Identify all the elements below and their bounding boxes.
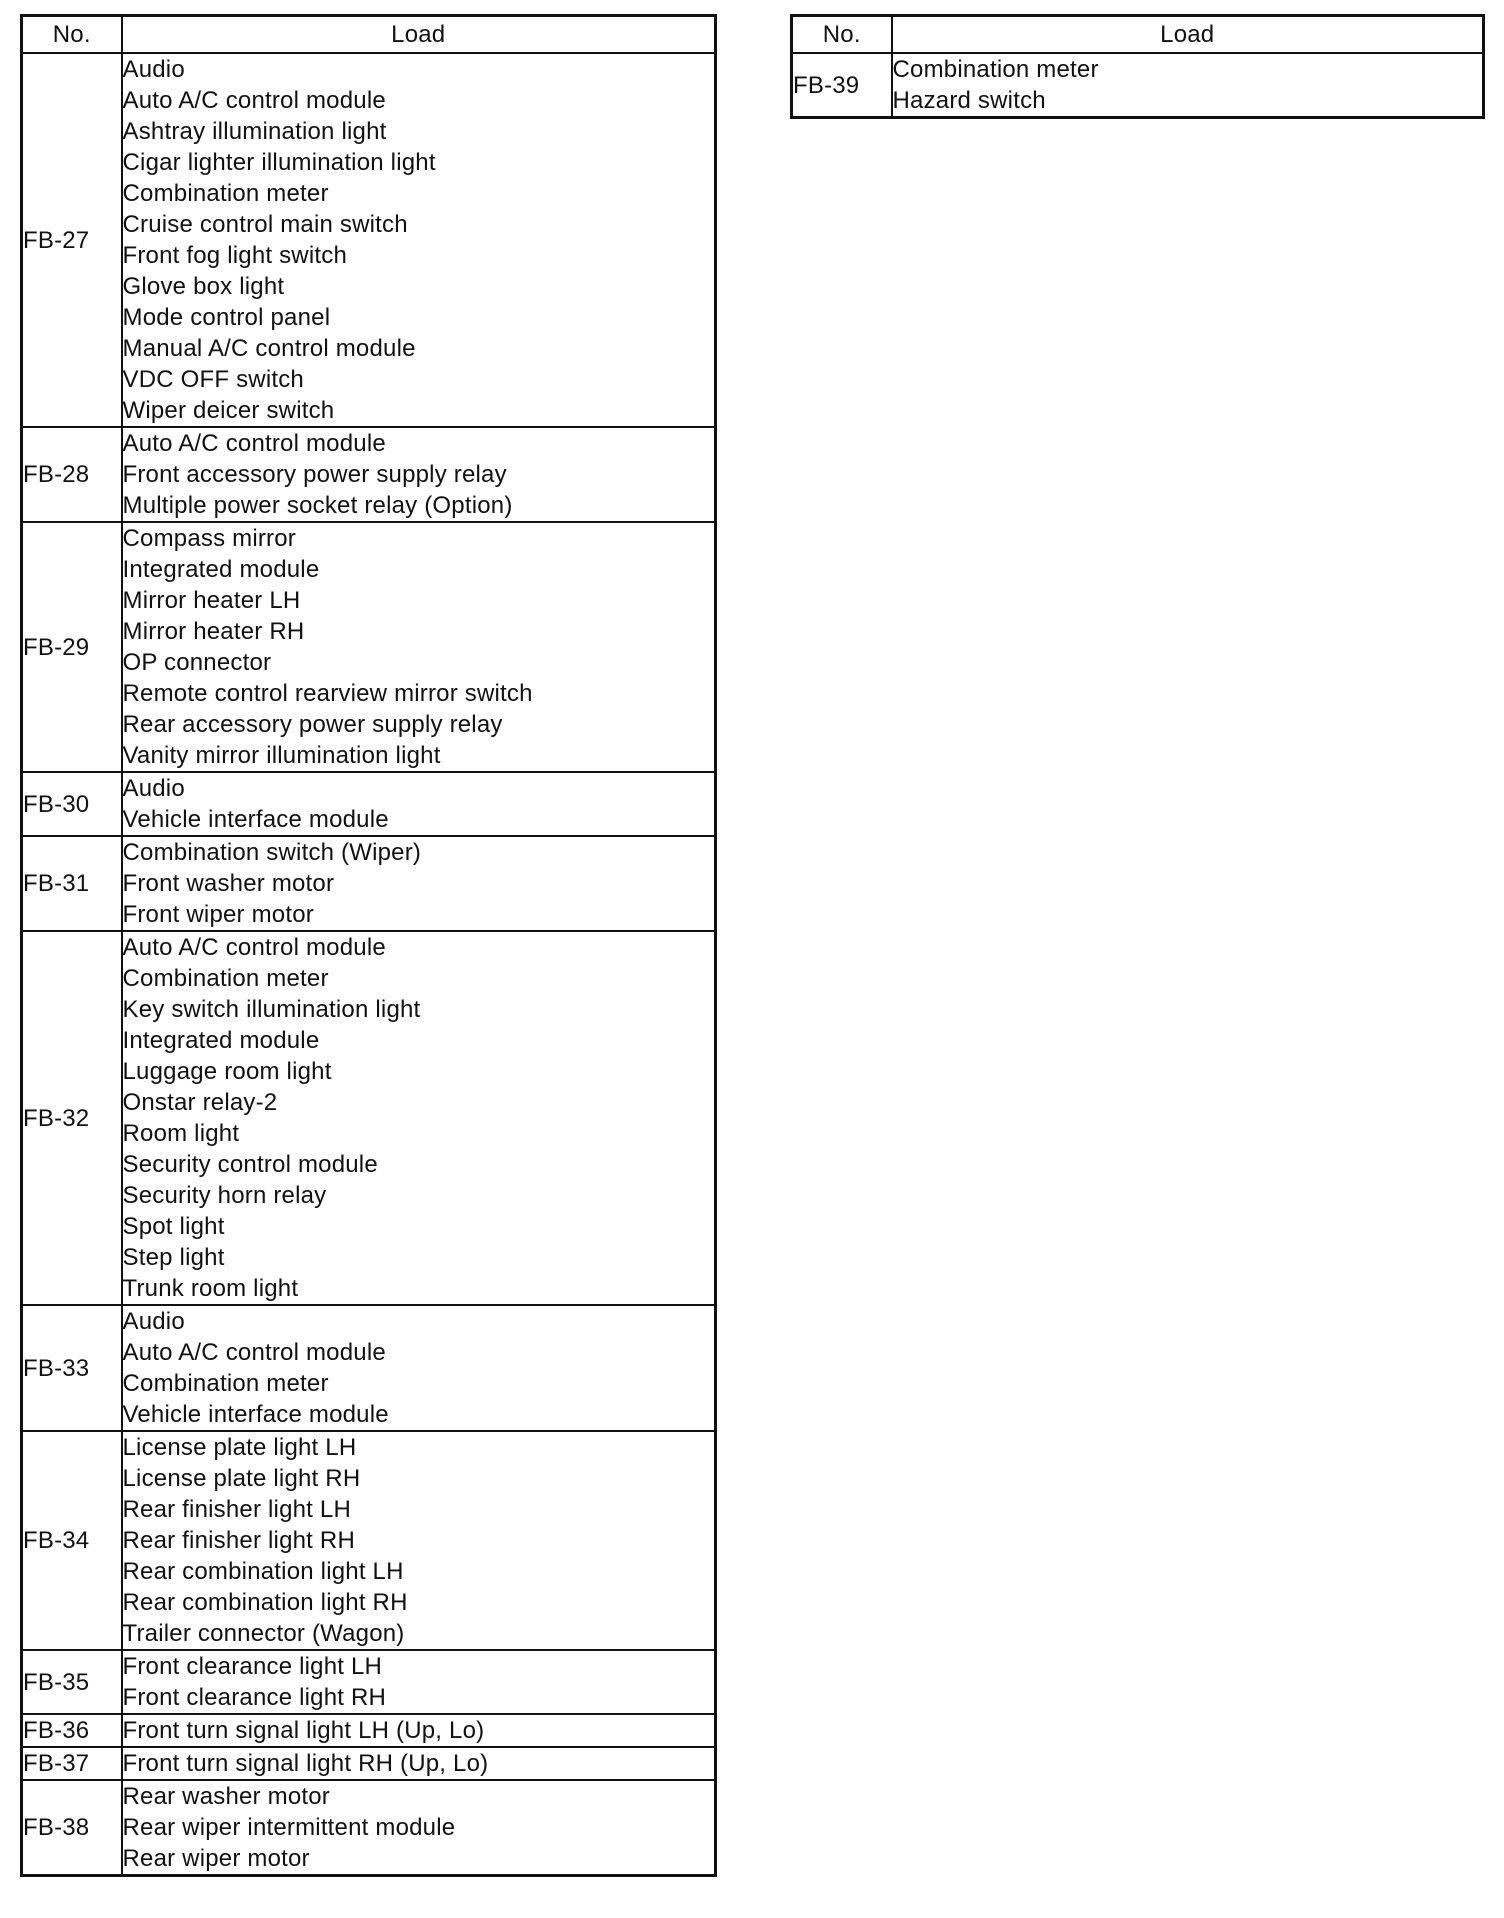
fuse-number-cell: FB-39 <box>792 53 892 118</box>
table-row <box>22 53 716 427</box>
fuse-number-cell: FB-33 <box>22 1305 122 1431</box>
load-item: Auto A/C control module <box>122 87 386 114</box>
table-body <box>22 53 716 1876</box>
fuse-number-cell: FB-29 <box>22 522 122 772</box>
load-item: Vehicle interface module <box>122 806 389 833</box>
load-list-cell <box>122 1650 716 1714</box>
table-row <box>22 1305 716 1431</box>
load-item: Audio <box>122 56 185 83</box>
load-item: Combination meter <box>122 180 329 207</box>
load-item: Front accessory power supply relay <box>122 461 507 488</box>
load-list-cell <box>122 522 716 772</box>
load-item: Remote control rearview mirror switch <box>122 680 533 707</box>
load-item: Vehicle interface module <box>122 1401 389 1428</box>
fuse-number-cell: FB-37 <box>22 1747 122 1780</box>
load-item: Hazard switch <box>892 87 1046 114</box>
column-header-no: No. <box>22 16 122 54</box>
load-item: Rear combination light RH <box>122 1589 408 1616</box>
load-item: License plate light RH <box>122 1465 361 1492</box>
fuse-number-cell: FB-31 <box>22 836 122 931</box>
table-row <box>22 1650 716 1714</box>
fuse-number-cell: FB-35 <box>22 1650 122 1714</box>
load-item: Front fog light switch <box>122 242 347 269</box>
table-row <box>792 53 1484 118</box>
table-body <box>792 53 1484 118</box>
table-header-row <box>792 16 1484 54</box>
fuse-load-table-left <box>20 14 717 1877</box>
load-item: Rear finisher light LH <box>122 1496 351 1523</box>
load-item: VDC OFF switch <box>122 366 304 393</box>
load-item: Front clearance light LH <box>122 1653 383 1680</box>
fuse-number-cell: FB-28 <box>22 427 122 522</box>
load-list-cell <box>122 53 716 427</box>
load-item: Integrated module <box>122 1027 320 1054</box>
column-header-load: Load <box>892 16 1484 54</box>
load-item: Multiple power socket relay (Option) <box>122 492 513 519</box>
load-item: Combination meter <box>122 1370 329 1397</box>
load-item: Luggage room light <box>122 1058 332 1085</box>
load-item: Rear wiper motor <box>122 1845 310 1872</box>
load-item: Auto A/C control module <box>122 934 386 961</box>
fuse-number-cell: FB-38 <box>22 1780 122 1876</box>
load-list-cell <box>122 1305 716 1431</box>
load-item: Cigar lighter illumination light <box>122 149 436 176</box>
fuse-number-cell: FB-30 <box>22 772 122 836</box>
table-row <box>22 522 716 772</box>
load-item: Auto A/C control module <box>122 1339 386 1366</box>
load-item: Key switch illumination light <box>122 996 421 1023</box>
table-row <box>22 1714 716 1747</box>
load-list-cell <box>122 1747 716 1780</box>
load-item: Rear washer motor <box>122 1783 330 1810</box>
load-item: Front washer motor <box>122 870 335 897</box>
fuse-number-cell: FB-34 <box>22 1431 122 1650</box>
load-item: Trailer connector (Wagon) <box>122 1620 405 1647</box>
load-item: Combination meter <box>892 56 1099 83</box>
load-item: Cruise control main switch <box>122 211 408 238</box>
load-item: Auto A/C control module <box>122 430 386 457</box>
load-list-cell <box>122 1780 716 1876</box>
load-item: Glove box light <box>122 273 285 300</box>
column-header-load: Load <box>122 16 716 54</box>
load-item: Combination switch (Wiper) <box>122 839 422 866</box>
load-list-cell <box>122 1714 716 1747</box>
load-item: Mirror heater LH <box>122 587 301 614</box>
load-item: OP connector <box>122 649 272 676</box>
table-row <box>22 1431 716 1650</box>
load-item: Rear finisher light RH <box>122 1527 355 1554</box>
load-item: Mirror heater RH <box>122 618 305 645</box>
load-item: Compass mirror <box>122 525 296 552</box>
load-item: Audio <box>122 1308 185 1335</box>
fuse-load-table-right <box>790 14 1485 119</box>
table-row <box>22 931 716 1305</box>
table-row <box>22 427 716 522</box>
table-row <box>22 836 716 931</box>
load-item: Onstar relay-2 <box>122 1089 278 1116</box>
load-item: Step light <box>122 1244 225 1271</box>
load-item: Front turn signal light LH (Up, Lo) <box>122 1717 485 1744</box>
load-item: License plate light LH <box>122 1434 357 1461</box>
table-row <box>22 1747 716 1780</box>
load-item: Vanity mirror illumination light <box>122 742 441 769</box>
fuse-number-cell: FB-36 <box>22 1714 122 1747</box>
fuse-number-cell: FB-32 <box>22 931 122 1305</box>
load-list-cell <box>892 53 1484 118</box>
load-item: Front turn signal light RH (Up, Lo) <box>122 1750 489 1777</box>
load-item: Combination meter <box>122 965 329 992</box>
load-item: Wiper deicer switch <box>122 397 335 424</box>
fuse-number-cell: FB-27 <box>22 53 122 427</box>
load-item: Front clearance light RH <box>122 1684 387 1711</box>
table-row <box>22 1780 716 1876</box>
load-item: Trunk room light <box>122 1275 299 1302</box>
table-row <box>22 772 716 836</box>
load-item: Room light <box>122 1120 240 1147</box>
load-list-cell <box>122 1431 716 1650</box>
load-item: Mode control panel <box>122 304 331 331</box>
column-header-no: No. <box>792 16 892 54</box>
load-item: Security horn relay <box>122 1182 327 1209</box>
load-item: Manual A/C control module <box>122 335 416 362</box>
load-item: Rear combination light LH <box>122 1558 404 1585</box>
load-list-cell <box>122 772 716 836</box>
load-list-cell <box>122 427 716 522</box>
load-list-cell <box>122 836 716 931</box>
table-header-row <box>22 16 716 54</box>
load-item: Spot light <box>122 1213 225 1240</box>
load-item: Security control module <box>122 1151 378 1178</box>
load-item: Front wiper motor <box>122 901 314 928</box>
load-list-cell <box>122 931 716 1305</box>
load-item: Ashtray illumination light <box>122 118 387 145</box>
load-item: Rear accessory power supply relay <box>122 711 503 738</box>
load-item: Integrated module <box>122 556 320 583</box>
load-item: Rear wiper intermittent module <box>122 1814 456 1841</box>
load-item: Audio <box>122 775 185 802</box>
